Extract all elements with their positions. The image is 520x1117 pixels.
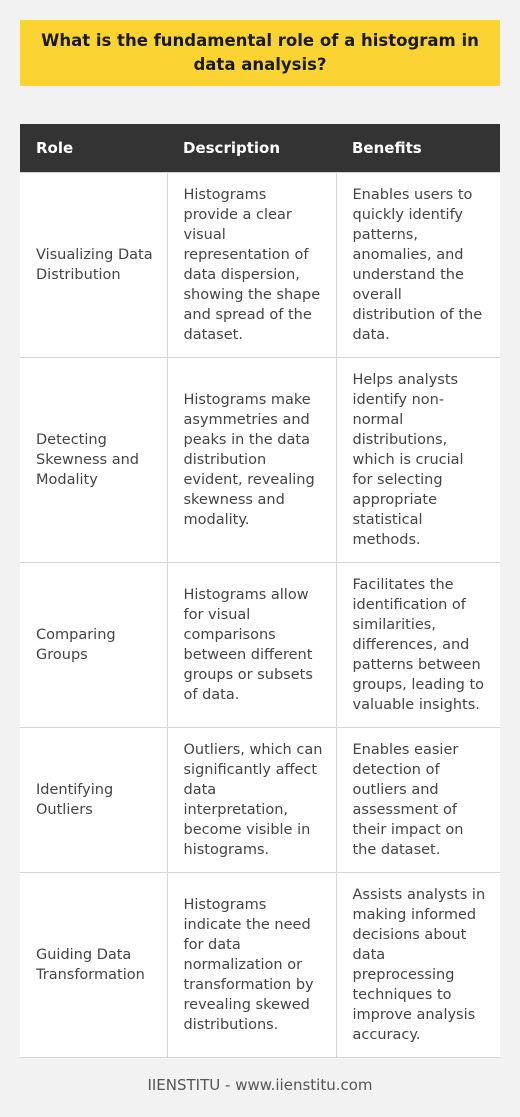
benefits-cell: Helps analysts identify non-normal distributions, which is crucial for selecting appropriate statistical methods. bbox=[336, 357, 500, 562]
role-cell: Guiding Data Transformation bbox=[20, 872, 167, 1057]
role-cell: Visualizing Data Distribution bbox=[20, 172, 167, 357]
footer-credit: IIENSTITU - www.iienstitu.com bbox=[147, 1076, 373, 1094]
column-header-benefits: Benefits bbox=[336, 124, 500, 172]
description-cell: Outliers, which can significantly affect data interpretation, become visible in histograms. bbox=[167, 727, 336, 872]
table-row bbox=[20, 872, 500, 1057]
table-row bbox=[20, 562, 500, 727]
role-cell: Comparing Groups bbox=[20, 562, 167, 727]
page-title: What is the fundamental role of a histogram in data analysis? bbox=[20, 20, 500, 86]
benefits-cell: Facilitates the identification of similarities, differences, and patterns between groups, leading to valuable insights. bbox=[336, 562, 500, 727]
table-row bbox=[20, 727, 500, 872]
role-cell: Detecting Skewness and Modality bbox=[20, 357, 167, 562]
role-cell: Identifying Outliers bbox=[20, 727, 167, 872]
column-header-description: Description bbox=[167, 124, 336, 172]
benefits-cell: Assists analysts in making informed decisions about data preprocessing techniques to improve analysis accuracy. bbox=[336, 872, 500, 1057]
description-cell: Histograms provide a clear visual representation of data dispersion, showing the shape and spread of the dataset. bbox=[167, 172, 336, 357]
benefits-cell: Enables easier detection of outliers and assessment of their impact on the dataset. bbox=[336, 727, 500, 872]
table-row bbox=[20, 357, 500, 562]
description-cell: Histograms make asymmetries and peaks in the data distribution evident, revealing skewness and modality. bbox=[167, 357, 336, 562]
table-row bbox=[20, 172, 500, 357]
description-cell: Histograms allow for visual comparisons between different groups or subsets of data. bbox=[167, 562, 336, 727]
histogram-roles-table bbox=[20, 124, 500, 1058]
table-header-row bbox=[20, 124, 500, 172]
column-header-role: Role bbox=[20, 124, 167, 172]
benefits-cell: Enables users to quickly identify patterns, anomalies, and understand the overall distribution of the data. bbox=[336, 172, 500, 357]
description-cell: Histograms indicate the need for data normalization or transformation by revealing skewed distributions. bbox=[167, 872, 336, 1057]
